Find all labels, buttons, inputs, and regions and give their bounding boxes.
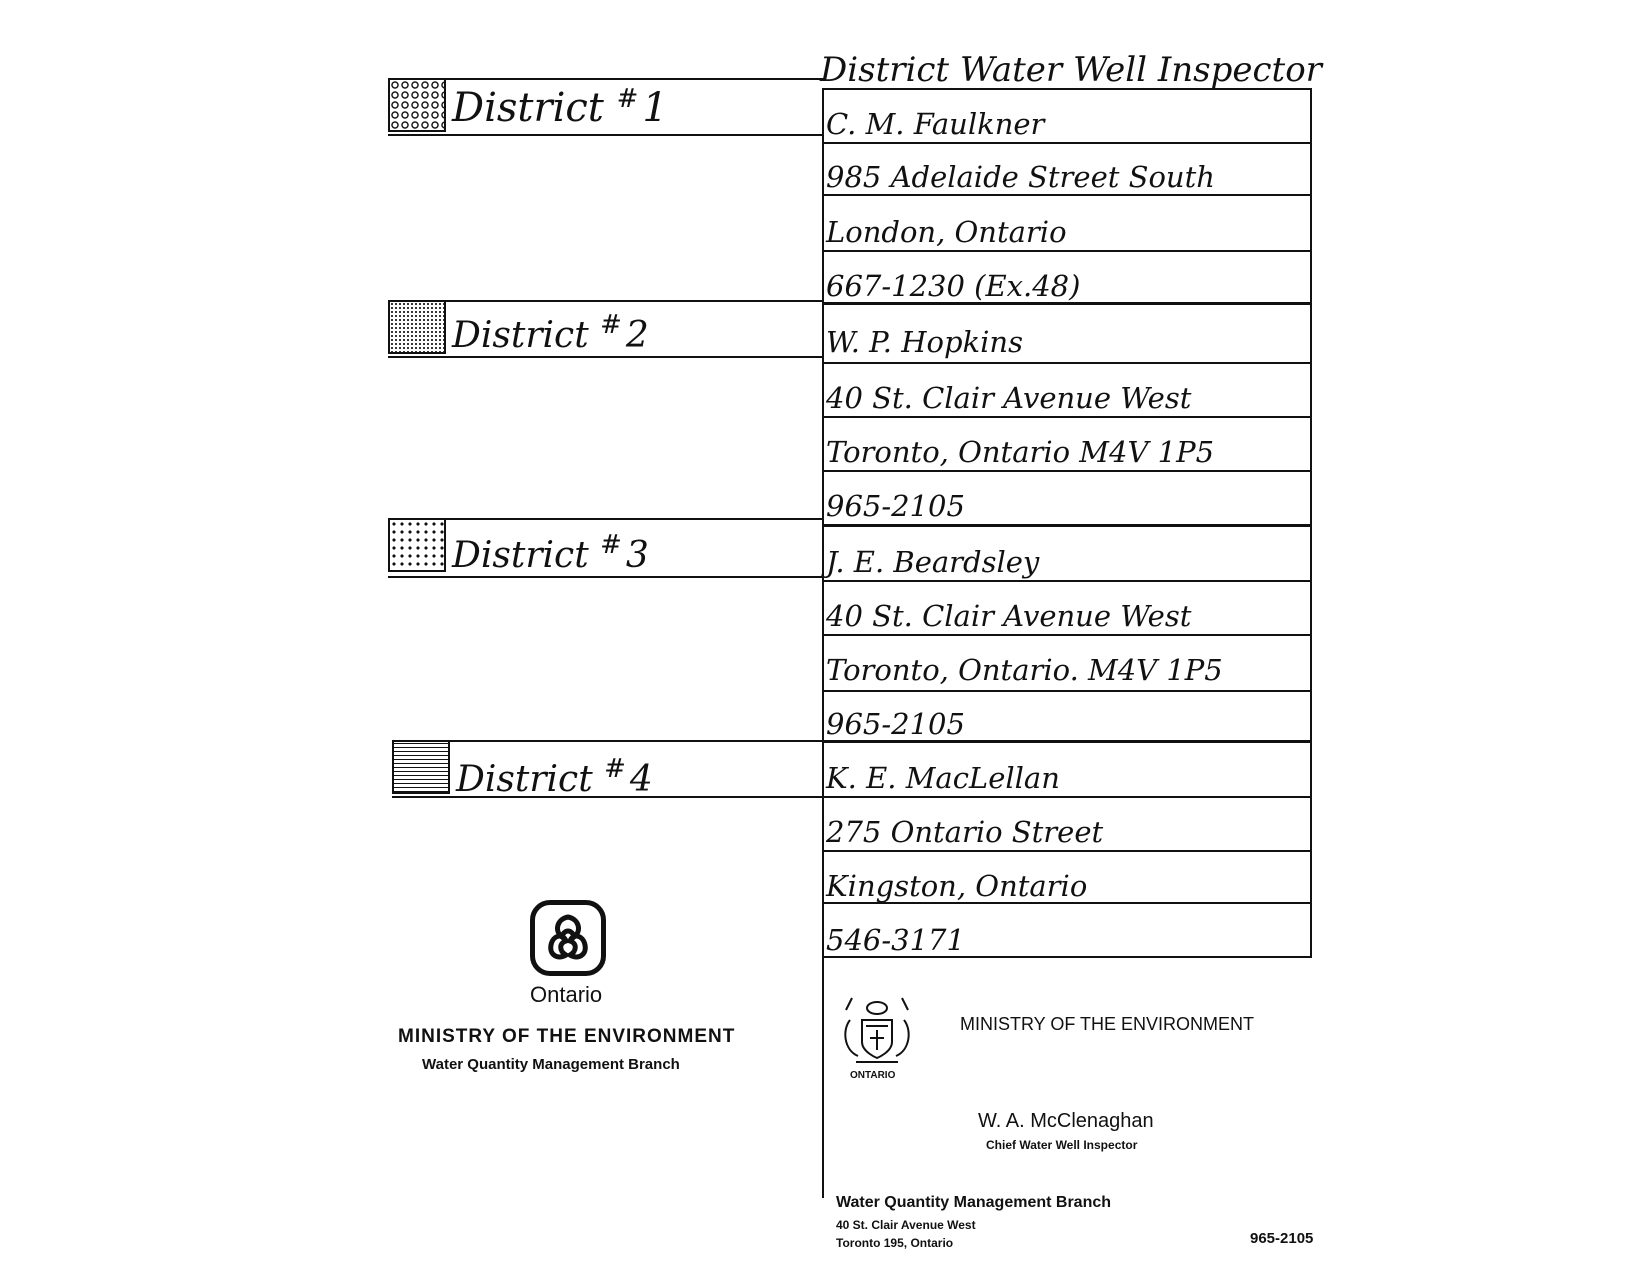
row-divider (822, 580, 1312, 582)
table-left-border (822, 88, 824, 1198)
table-right-border (1310, 88, 1312, 958)
district-2-street: 40 St. Clair Avenue West (826, 381, 1192, 415)
branch-title-left: Water Quantity Management Branch (422, 1056, 680, 1073)
ministry-title-left: MINISTRY OF THE ENVIRONMENT (398, 1026, 736, 1047)
district-row-line (388, 518, 824, 520)
chief-inspector-name: W. A. McClenaghan (978, 1110, 1154, 1132)
district-row-line (392, 740, 824, 742)
row-divider (822, 250, 1312, 252)
district-row-line (388, 576, 824, 578)
row-divider (822, 634, 1312, 636)
district-4-label: District # 4 (456, 754, 653, 800)
branch-title-right: Water Quantity Management Branch (836, 1194, 1112, 1211)
district-3-label: District # 3 (452, 530, 649, 576)
district-1-phone: 667-1230 (Ex.48) (826, 269, 1081, 303)
branch-address-city: Toronto 195, Ontario (836, 1236, 954, 1250)
district-4-phone: 546-3171 (826, 923, 965, 957)
district-1-label: District # 1 (452, 84, 668, 131)
district-2-phone: 965-2105 (826, 489, 965, 523)
row-divider (822, 142, 1312, 144)
row-divider (822, 796, 1312, 798)
inspector-column-header: District Water Well Inspector (820, 50, 1322, 90)
chief-inspector-role: Chief Water Well Inspector (986, 1138, 1138, 1152)
ontario-trillium-icon (530, 900, 606, 976)
district-row-line (388, 356, 824, 358)
district-1-pattern-swatch (388, 78, 446, 132)
district-2-pattern-swatch (388, 300, 446, 354)
district-row-line (388, 78, 824, 80)
district-4-city: Kingston, Ontario (826, 869, 1088, 903)
row-divider (822, 88, 1312, 90)
district-2-inspector-name: W. P. Hopkins (826, 325, 1023, 359)
district-4-pattern-swatch (392, 740, 450, 794)
row-divider (822, 362, 1312, 364)
ontario-wordmark: Ontario (530, 982, 603, 1007)
row-divider (822, 690, 1312, 692)
ontario-coat-of-arms-icon (832, 990, 922, 1070)
district-3-inspector-name: J. E. Beardsley (826, 545, 1040, 579)
row-divider (822, 416, 1312, 418)
district-2-city: Toronto, Ontario M4V 1P5 (826, 435, 1215, 469)
district-4-street: 275 Ontario Street (826, 815, 1104, 849)
crest-caption: ONTARIO (850, 1070, 896, 1081)
district-1-street: 985 Adelaide Street South (826, 160, 1215, 194)
district-1-inspector-name: C. M. Faulkner (826, 107, 1045, 141)
district-4-inspector-name: K. E. MacLellan (826, 761, 1060, 795)
district-2-label: District # 2 (452, 310, 649, 356)
district-3-pattern-swatch (388, 518, 446, 572)
district-3-street: 40 St. Clair Avenue West (826, 599, 1192, 633)
row-divider (822, 850, 1312, 852)
branch-address-street: 40 St. Clair Avenue West (836, 1218, 976, 1232)
district-3-phone: 965-2105 (826, 707, 965, 741)
district-3-city: Toronto, Ontario. M4V 1P5 (826, 653, 1223, 687)
row-divider (822, 194, 1312, 196)
row-divider (822, 524, 1312, 527)
row-divider (822, 470, 1312, 472)
district-row-line (388, 300, 824, 302)
district-1-city: London, Ontario (826, 215, 1067, 249)
ministry-title-right: MINISTRY OF THE ENVIRONMENT (960, 1014, 1255, 1034)
branch-phone: 965-2105 (1250, 1230, 1314, 1247)
district-row-line (388, 134, 824, 136)
